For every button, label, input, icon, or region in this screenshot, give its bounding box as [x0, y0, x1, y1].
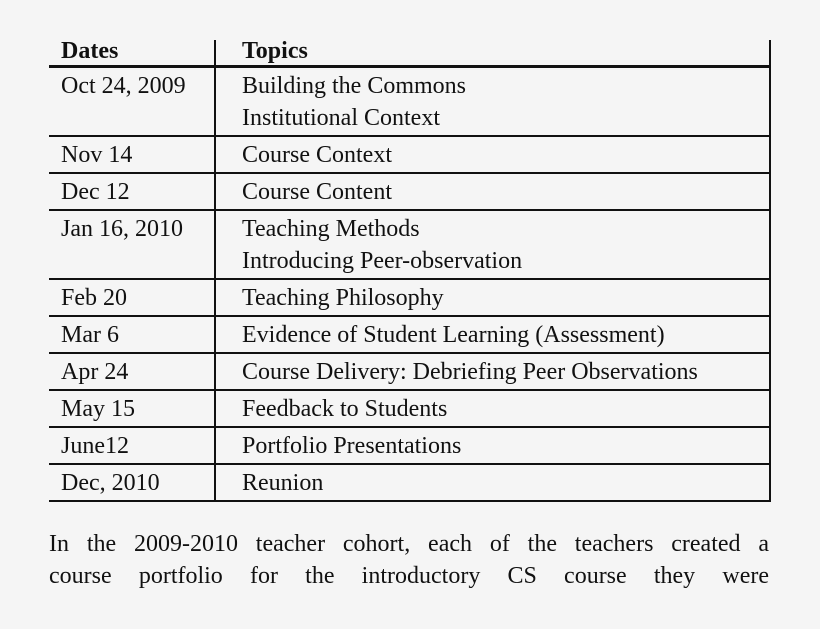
- topic-cell: [216, 354, 769, 389]
- paragraph-line: In the 2009-2010 teacher cohort, each of the teachers created a: [49, 531, 769, 557]
- body-paragraph: [49, 528, 769, 592]
- topic-line: Course Content: [242, 179, 392, 205]
- topic-cell: [216, 317, 769, 352]
- topic-cell: [216, 391, 769, 426]
- date-cell: May 15: [49, 391, 216, 426]
- topic-line: Evidence of Student Learning (Assessment): [242, 322, 665, 348]
- table-row: [49, 428, 769, 465]
- topic-cell: [216, 280, 769, 315]
- date-cell: Dec, 2010: [49, 465, 216, 500]
- topic-cell: [216, 428, 769, 463]
- table-row: [49, 280, 769, 317]
- topic-line: Reunion: [242, 470, 324, 496]
- table-row: [49, 465, 769, 502]
- topic-line: Institutional Context: [242, 105, 440, 131]
- date-cell: Oct 24, 2009: [49, 68, 216, 135]
- topic-line: Teaching Methods: [242, 216, 420, 242]
- table-header-row: [49, 40, 769, 68]
- topic-cell: [216, 174, 769, 209]
- topic-cell: [216, 465, 769, 500]
- topic-cell: [216, 68, 769, 135]
- date-cell: Nov 14: [49, 137, 216, 172]
- topic-line: Feedback to Students: [242, 396, 448, 422]
- date-cell: Dec 12: [49, 174, 216, 209]
- table-row: [49, 211, 769, 280]
- paragraph-line: course portfolio for the introductory CS course they were: [49, 563, 769, 589]
- date-cell: Feb 20: [49, 280, 216, 315]
- topic-line: Teaching Philosophy: [242, 285, 444, 311]
- topic-line: Building the Commons: [242, 73, 467, 99]
- date-cell: Apr 24: [49, 354, 216, 389]
- header-topics: Topics: [242, 38, 308, 64]
- header-dates: Dates: [49, 40, 216, 65]
- table-row: [49, 68, 769, 137]
- table-row: [49, 317, 769, 354]
- table-row: [49, 174, 769, 211]
- table-row: [49, 137, 769, 174]
- schedule-table: [49, 40, 771, 502]
- topic-line: Course Delivery: Debriefing Peer Observations: [242, 359, 698, 385]
- date-cell: Jan 16, 2010: [49, 211, 216, 278]
- topic-line: Introducing Peer-observation: [242, 248, 523, 274]
- topic-cell: [216, 137, 769, 172]
- date-cell: June12: [49, 428, 216, 463]
- topic-line: Portfolio Presentations: [242, 433, 462, 459]
- topic-cell: [216, 211, 769, 278]
- topic-line: Course Context: [242, 142, 392, 168]
- table-row: [49, 354, 769, 391]
- table-row: [49, 391, 769, 428]
- date-cell: Mar 6: [49, 317, 216, 352]
